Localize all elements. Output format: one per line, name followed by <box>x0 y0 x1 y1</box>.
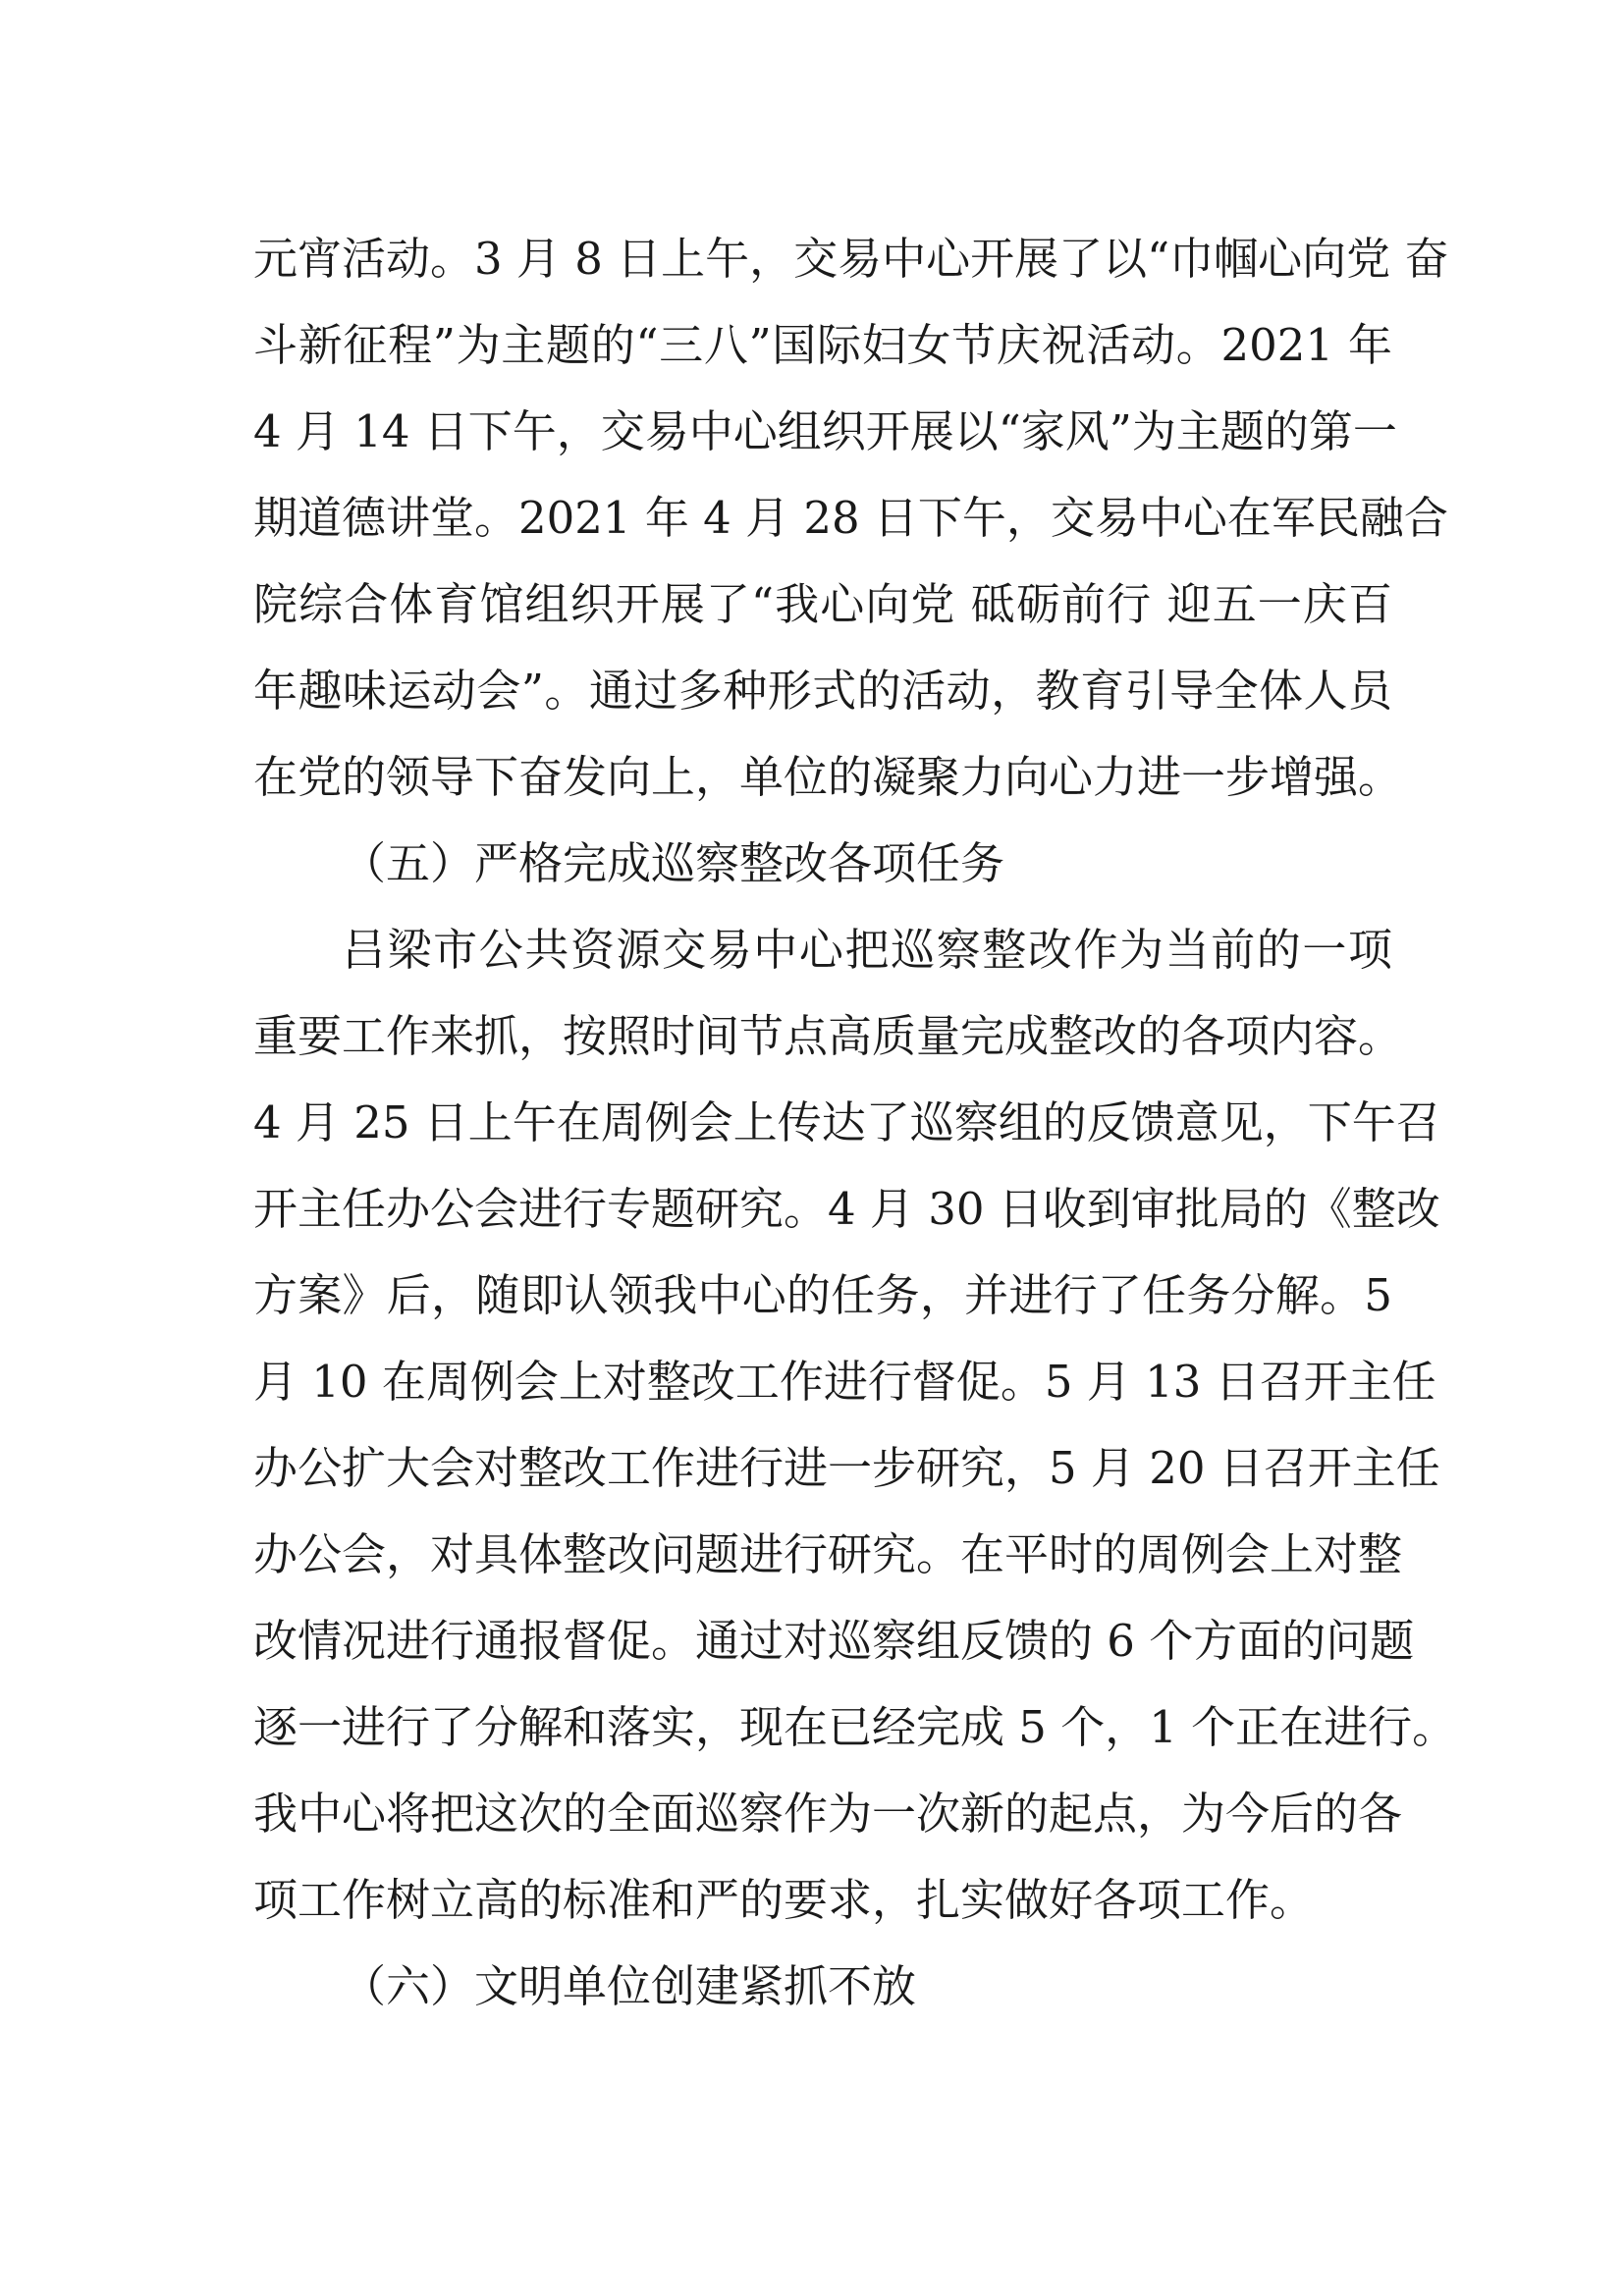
paragraph-line: 4 月 25 日上午在周例会上传达了巡察组的反馈意见，下午召 <box>253 1096 1440 1148</box>
paragraph-line: 改情况进行通报督促。通过对巡察组反馈的 6 个方面的问题 <box>253 1615 1415 1667</box>
paragraph-line: 我中心将把这次的全面巡察作为一次新的起点，为今后的各 <box>253 1788 1403 1840</box>
paragraph-line: 月 10 在周例会上对整改工作进行督促。5 月 13 日召开主任 <box>253 1356 1436 1408</box>
paragraph-line: 办公扩大会对整改工作进行进一步研究，5 月 20 日召开主任 <box>253 1442 1440 1494</box>
section-heading-5: （五）严格完成巡察整改各项任务 <box>342 837 1005 889</box>
document-body <box>253 216 1457 2030</box>
paragraph-line: 院综合体育馆组织开展了“我心向党 砥砺前行 迎五一庆百 <box>253 578 1392 630</box>
paragraph-line: 开主任办公会进行专题研究。4 月 30 日收到审批局的《整改 <box>253 1183 1440 1235</box>
paragraph-line: 在党的领导下奋发向上，单位的凝聚力向心力进一步增强。 <box>253 751 1403 803</box>
paragraph-line: 期道德讲堂。2021 年 4 月 28 日下午，交易中心在军民融合 <box>253 492 1448 544</box>
paragraph-line: 斗新征程”为主题的“三八”国际妇女节庆祝活动。2021 年 <box>253 319 1392 371</box>
paragraph-line: 办公会，对具体整改问题进行研究。在平时的周例会上对整 <box>253 1528 1403 1580</box>
paragraph-line: 逐一进行了分解和落实，现在已经完成 5 个，1 个正在进行。 <box>253 1701 1457 1753</box>
paragraph-line: 4 月 14 日下午，交易中心组织开展以“家风”为主题的第一 <box>253 405 1397 457</box>
paragraph-line: 元宵活动。3 月 8 日上午，交易中心开展了以“巾帼心向党 奋 <box>253 233 1449 285</box>
paragraph-line-first: 吕梁市公共资源交易中心把巡察整改作为当前的一项 <box>342 924 1392 976</box>
section-heading-6: （六）文明单位创建紧抓不放 <box>342 1960 917 2012</box>
paragraph-line: 重要工作来抓，按照时间节点高质量完成整改的各项内容。 <box>253 1010 1403 1062</box>
paragraph-line: 年趣味运动会”。通过多种形式的活动，教育引导全体人员 <box>253 665 1392 717</box>
paragraph-line-last: 项工作树立高的标准和严的要求，扎实做好各项工作。 <box>253 1874 1315 1926</box>
paragraph-line: 方案》后，随即认领我中心的任务，并进行了任务分解。5 <box>253 1269 1392 1321</box>
